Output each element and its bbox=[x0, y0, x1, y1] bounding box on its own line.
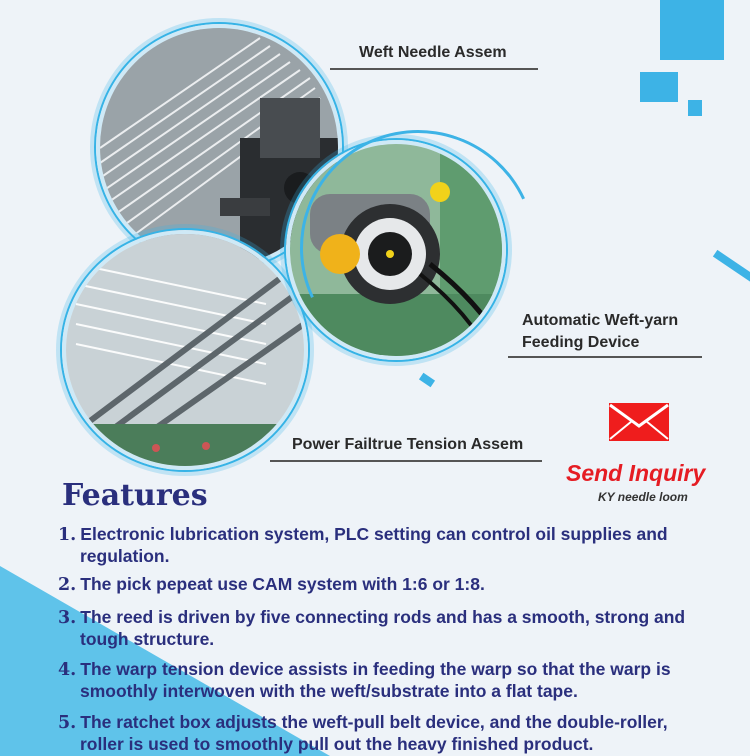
send-inquiry-subtitle: KY needle loom bbox=[598, 490, 688, 504]
label-weft-yarn-2: Feeding Device bbox=[522, 334, 640, 351]
feature-number: 4. bbox=[58, 660, 77, 680]
decorative-square bbox=[660, 0, 724, 60]
feature-number: 5. bbox=[58, 713, 77, 733]
label-weft-needle: Weft Needle Assem bbox=[359, 44, 507, 61]
label-underline bbox=[270, 460, 542, 462]
feature-text: tough structure. bbox=[80, 629, 215, 649]
feature-number: 3. bbox=[58, 608, 77, 628]
label-underline bbox=[508, 356, 702, 358]
feature-text: smoothly interwoven with the weft/substrate into a flat tape. bbox=[80, 681, 578, 701]
feature-item bbox=[58, 524, 668, 567]
label-underline bbox=[330, 68, 538, 70]
feature-item bbox=[58, 712, 668, 755]
decorative-stripe bbox=[419, 373, 435, 387]
feature-text: regulation. bbox=[80, 546, 170, 566]
label-tension: Power Failtrue Tension Assem bbox=[292, 436, 524, 453]
feature-text: The pick pepeat use CAM system with 1:6 or 1:8. bbox=[80, 574, 485, 594]
feature-text: The ratchet box adjusts the weft-pull belt device, and the double-roller, bbox=[80, 712, 668, 732]
tension-assem-photo bbox=[62, 230, 308, 470]
feature-text: Electronic lubrication system, PLC setting can control oil supplies and bbox=[80, 524, 668, 544]
feature-text: The reed is driven by five connecting rods and has a smooth, strong and bbox=[80, 607, 686, 627]
decorative-stripe bbox=[713, 250, 750, 290]
feature-text: The warp tension device assists in feeding the warp so that the warp is bbox=[80, 659, 671, 679]
envelope-icon bbox=[608, 402, 670, 442]
feature-number: 2. bbox=[58, 575, 77, 595]
label-weft-yarn: Automatic Weft-yarn bbox=[522, 312, 679, 329]
feature-item bbox=[58, 607, 685, 650]
feature-item bbox=[58, 574, 485, 596]
decorative-square bbox=[640, 72, 678, 102]
feature-item bbox=[58, 659, 671, 702]
send-inquiry-title[interactable]: Send Inquiry bbox=[566, 460, 706, 486]
features-heading: Features bbox=[62, 478, 208, 513]
feature-text: roller is used to smoothly pull out the heavy finished product. bbox=[80, 734, 594, 754]
feature-number: 1. bbox=[58, 525, 77, 545]
decorative-square bbox=[688, 100, 702, 116]
